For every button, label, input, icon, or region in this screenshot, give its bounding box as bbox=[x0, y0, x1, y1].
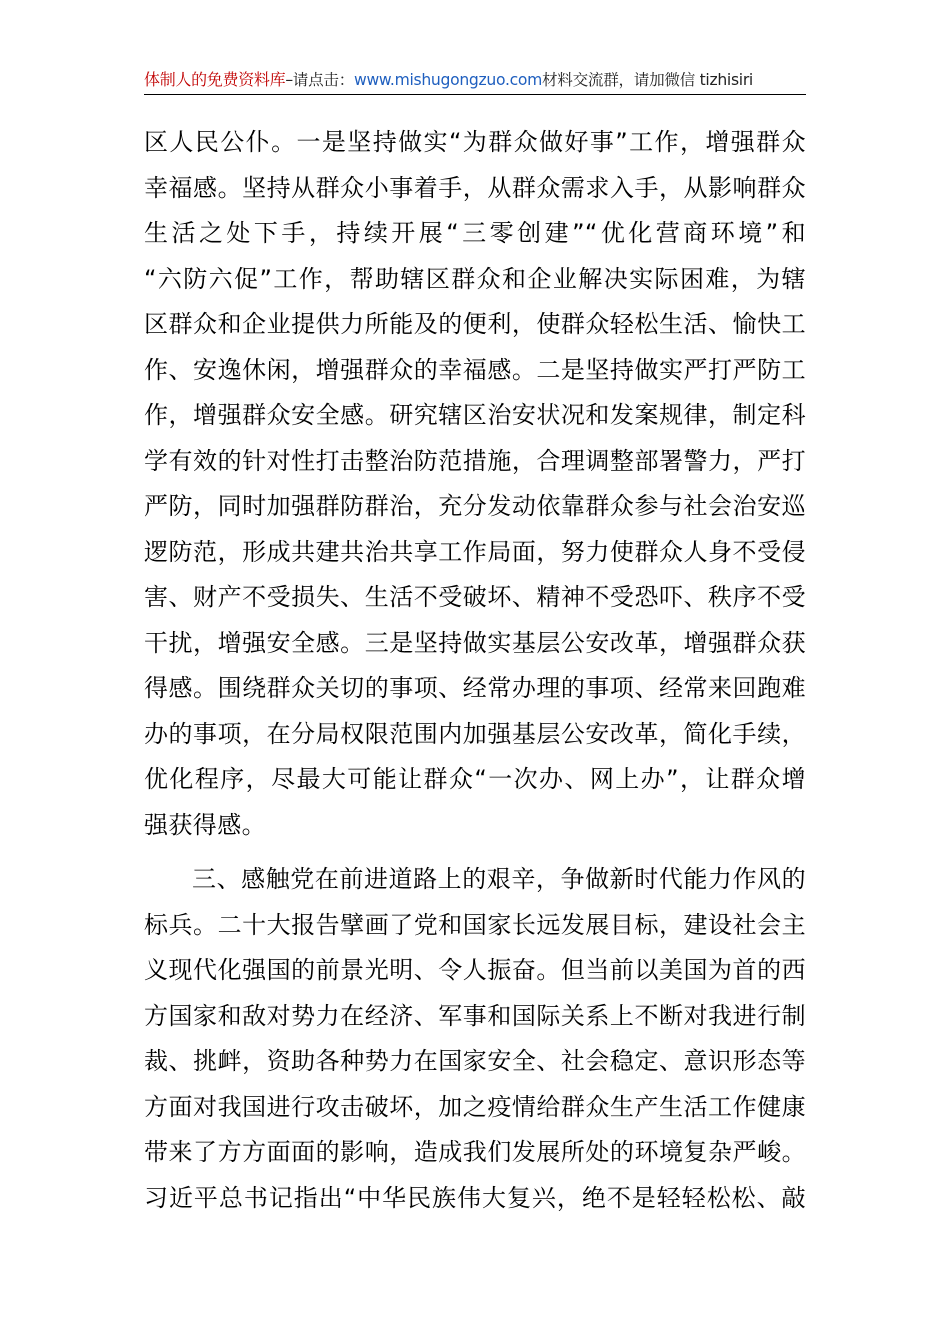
text-line: 害、财产不受损失、生活不受破坏、精神不受恐吓、秩序不受 bbox=[144, 583, 806, 611]
header-prompt: –请点击： bbox=[285, 71, 354, 89]
text-line: 习近平总书记指出“中华民族伟大复兴，绝不是轻轻松松、敲 bbox=[144, 1183, 806, 1212]
text-line: 方国家和敌对势力在经济、军事和国际关系上不断对我进行制 bbox=[144, 1001, 806, 1030]
header-contact-text: 材料交流群，请加微信 tizhisiri bbox=[542, 71, 753, 89]
page-header bbox=[144, 66, 806, 95]
text-line: 优化程序，尽最大可能让群众“一次办、网上办”，让群众增 bbox=[144, 765, 806, 793]
text-line: 幸福感。坚持从群众小事着手，从群众需求入手，从影响群众 bbox=[144, 173, 806, 202]
text-line: 标兵。二十大报告擘画了党和国家长远发展目标，建设社会主 bbox=[144, 910, 806, 939]
text-line: 裁、挑衅，资助各种势力在国家安全、社会稳定、意识形态等 bbox=[144, 1047, 806, 1075]
text-line: 方面对我国进行攻击破坏，加之疫情给群众生产生活工作健康 bbox=[144, 1092, 806, 1121]
paragraph-spacer bbox=[144, 848, 806, 857]
text-line: 逻防范，形成共建共治共享工作局面，努力使群众人身不受侵 bbox=[144, 537, 806, 566]
text-line: 干扰，增强安全感。三是坚持做实基层公安改革，增强群众获 bbox=[144, 628, 806, 657]
text-line: 作，增强群众安全感。研究辖区治安状况和发案规律，制定科 bbox=[144, 401, 806, 429]
paragraph-2 bbox=[144, 857, 806, 1221]
document-body bbox=[144, 120, 806, 1221]
text-line: 带来了方方面面的影响，造成我们发展所处的环境复杂严峻。 bbox=[144, 1138, 806, 1166]
text-line: “六防六促”工作，帮助辖区群众和企业解决实际困难，为辖 bbox=[144, 264, 806, 293]
text-line: 生活之处下手，持续开展“三零创建”“优化营商环境”和 bbox=[144, 219, 806, 247]
header-brand: 体制人的免费资料库 bbox=[144, 70, 286, 89]
text-line: 强获得感。 bbox=[144, 810, 266, 839]
text-line: 区群众和企业提供力所能及的便利，使群众轻松生活、愉快工 bbox=[144, 310, 806, 338]
text-line: 严防，同时加强群防群治，充分发动依靠群众参与社会治安巡 bbox=[144, 492, 806, 520]
text-line: 得感。围绕群众关切的事项、经常办理的事项、经常来回跑难 bbox=[144, 674, 806, 702]
header-url-link[interactable]: www.mishugongzuo.com bbox=[354, 71, 543, 89]
text-line: 义现代化强国的前景光明、令人振奋。但当前以美国为首的西 bbox=[144, 956, 806, 984]
text-line: 学有效的针对性打击整治防范措施，合理调整部署警力，严打 bbox=[144, 446, 806, 475]
text-line-indented: 三、感触党在前进道路上的艰辛，争做新时代能力作风的 bbox=[192, 865, 806, 893]
text-line: 办的事项，在分局权限范围内加强基层公安改革，简化手续， bbox=[144, 719, 806, 748]
text-line: 区人民公仆。一是坚持做实“为群众做好事”工作，增强群众 bbox=[144, 128, 806, 156]
paragraph-1 bbox=[144, 120, 806, 848]
text-line: 作、安逸休闲，增强群众的幸福感。二是坚持做实严打严防工 bbox=[144, 355, 806, 384]
